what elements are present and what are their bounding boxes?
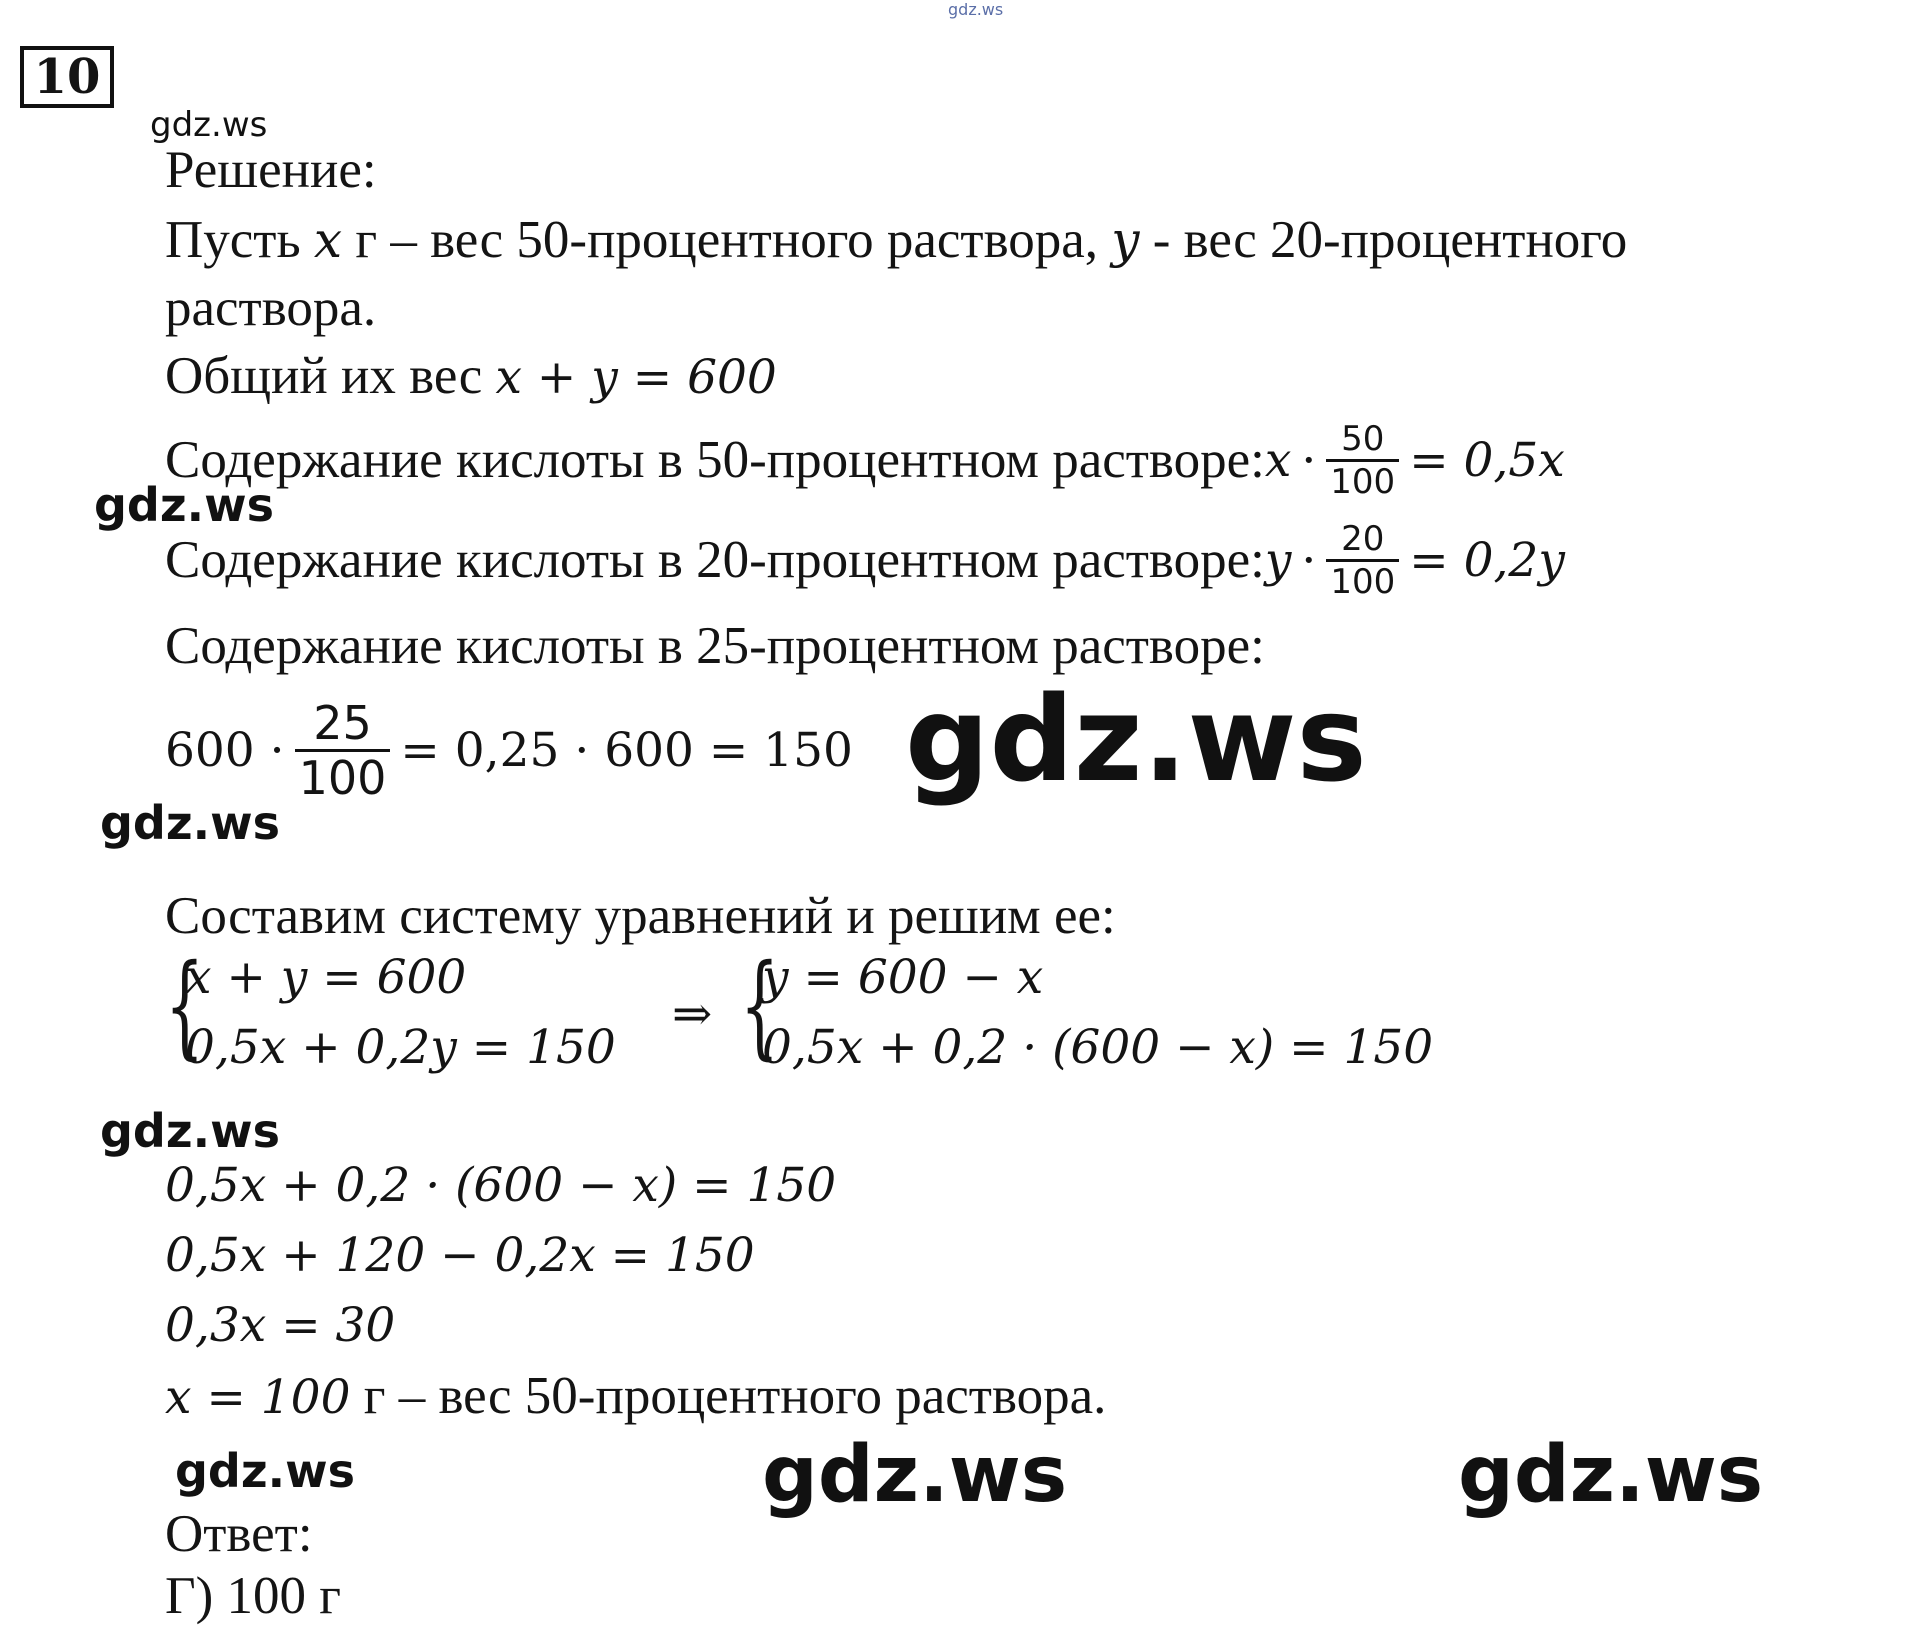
system2-eq2: 0,5x + 0,2 · (600 − x) = 150 <box>762 1020 1434 1075</box>
watermark-large: gdz.ws <box>762 1430 1068 1520</box>
dot-operator: · <box>1301 532 1317 588</box>
acid25-rhs: = 0,25 · 600 = 150 <box>400 722 853 778</box>
intro-line-1 <box>165 211 1628 269</box>
acid25-text: Содержание кислоты в 25-процентном растворе: <box>165 617 1265 675</box>
acid20-line <box>165 510 1565 610</box>
final-text: г – вес 50-процентного раствора. <box>350 1367 1107 1425</box>
acid50-line <box>165 410 1565 510</box>
implies-arrow: ⇒ <box>672 986 713 1042</box>
total-equation: x + y = 600 <box>495 350 777 405</box>
step-3: 0,3x = 30 <box>165 1298 396 1353</box>
acid20-numerator: 20 <box>1326 522 1399 562</box>
watermark: gdz.ws <box>94 478 274 532</box>
acid50-text: Содержание кислоты в 50-процентном растворе: <box>165 430 1265 489</box>
acid25-fraction <box>295 695 391 805</box>
brace-icon: { <box>165 941 205 1071</box>
total-line <box>165 347 777 405</box>
acid25-lhs: 600 · <box>165 722 285 778</box>
system-1 <box>165 941 685 1078</box>
step-2: 0,5x + 120 − 0,2x = 150 <box>165 1228 755 1283</box>
watermark-large: gdz.ws <box>905 670 1367 808</box>
watermark: gdz.ws <box>100 796 280 850</box>
var-y: y <box>1111 211 1140 269</box>
watermark: gdz.ws <box>100 1104 280 1158</box>
final-line <box>165 1367 1107 1425</box>
acid20-var: y <box>1264 532 1292 588</box>
acid20-fraction <box>1326 518 1399 602</box>
total-text: Общий их вес <box>165 347 496 405</box>
acid50-numerator: 50 <box>1326 422 1399 462</box>
acid50-var: x <box>1264 432 1292 488</box>
acid20-text: Содержание кислоты в 20-процентном растворе: <box>165 530 1265 589</box>
var-x: x <box>313 211 343 269</box>
acid25-denominator: 100 <box>298 750 387 805</box>
answer-value: Г) 100 г <box>165 1567 342 1625</box>
system1-eq1: x + y = 600 <box>185 950 467 1005</box>
system-2 <box>740 941 1520 1078</box>
brace-icon: { <box>740 941 780 1071</box>
watermark: gdz.ws <box>150 105 268 145</box>
intro-text-2: г – вес 50-процентного раствора, <box>342 211 1112 269</box>
problem-number: 10 <box>20 46 114 108</box>
system2-eq1: y = 600 − x <box>762 950 1044 1005</box>
intro-text-1: Пусть <box>165 211 314 269</box>
step-1: 0,5x + 0,2 · (600 − x) = 150 <box>165 1158 837 1213</box>
system-intro: Составим систему уравнений и решим ее: <box>165 887 1116 945</box>
final-equation: x = 100 <box>165 1370 351 1425</box>
watermark-top: gdz.ws <box>948 0 1004 19</box>
dot-operator: · <box>1301 432 1317 488</box>
solution-label: Решение: <box>165 141 377 199</box>
acid50-denominator: 100 <box>1330 461 1396 502</box>
watermark: gdz.ws <box>175 1444 355 1498</box>
system1-eq2: 0,5x + 0,2y = 150 <box>185 1020 616 1075</box>
intro-text-3: - вес 20-процентного <box>1139 211 1628 269</box>
answer-label: Ответ: <box>165 1505 313 1563</box>
acid50-result: = 0,5x <box>1409 432 1565 488</box>
watermark-large: gdz.ws <box>1458 1430 1764 1520</box>
intro-line-2: раствора. <box>165 279 377 337</box>
acid20-result: = 0,2y <box>1409 532 1565 588</box>
acid20-denominator: 100 <box>1330 561 1396 602</box>
acid50-fraction <box>1326 418 1399 502</box>
acid25-numerator: 25 <box>295 700 391 752</box>
